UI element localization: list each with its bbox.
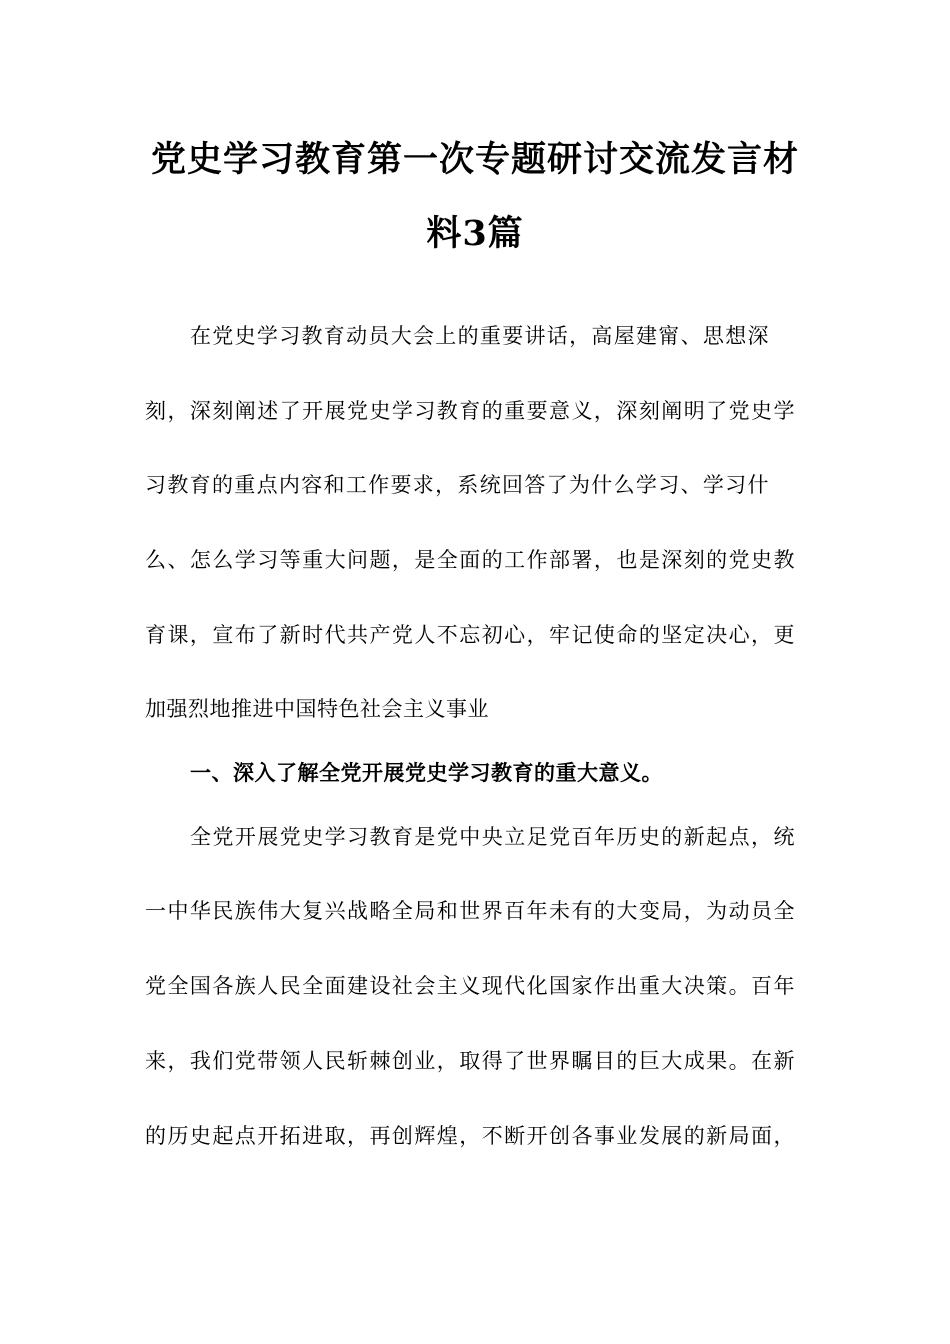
paragraph-2-line-2: 一中华民族伟大复兴战略全局和世界百年未有的大变局，为动员全 [145, 899, 795, 923]
paragraph-2-line-3: 党全国各族人民全面建设社会主义现代化国家作出重大决策。百年 [145, 974, 795, 998]
paragraph-2-line-1: 全党开展党史学习教育是党中央立足党百年历史的新起点，统 [190, 825, 795, 849]
paragraph-1-line-6: 加强烈地推进中国特色社会主义事业 [145, 697, 489, 721]
section-heading: 一、深入了解全党开展党史学习教育的重大意义。 [190, 760, 663, 785]
paragraph-1-line-1: 在党史学习教育动员大会上的重要讲话，高屋建甯、思想深 [190, 324, 769, 348]
document-title-line-2: 料3篇 [426, 213, 524, 254]
paragraph-1-line-4: 么、怎么学习等重大问题，是全面的工作部署，也是深刻的党史教 [145, 548, 795, 572]
paragraph-1-line-2: 刻，深刻阐述了开展党史学习教育的重要意义，深刻阐明了党史学 [145, 399, 795, 423]
paragraph-1-line-3: 习教育的重点内容和工作要求，系统回答了为什么学习、学习什 [145, 473, 769, 497]
document-title-line-1: 党史学习教育第一次专题研讨交流发言材 [150, 139, 799, 180]
paragraph-1-line-5: 育课，宣布了新时代共产党人不忘初心，牢记使命的坚定决心，更 [145, 623, 795, 647]
paragraph-2-line-5: 的历史起点开拓进取，再创辉煌，不断开创各事业发展的新局面， [145, 1124, 795, 1148]
paragraph-2-line-4: 来，我们党带领人民斩棘创业，取得了世界瞩目的巨大成果。在新 [145, 1049, 795, 1073]
